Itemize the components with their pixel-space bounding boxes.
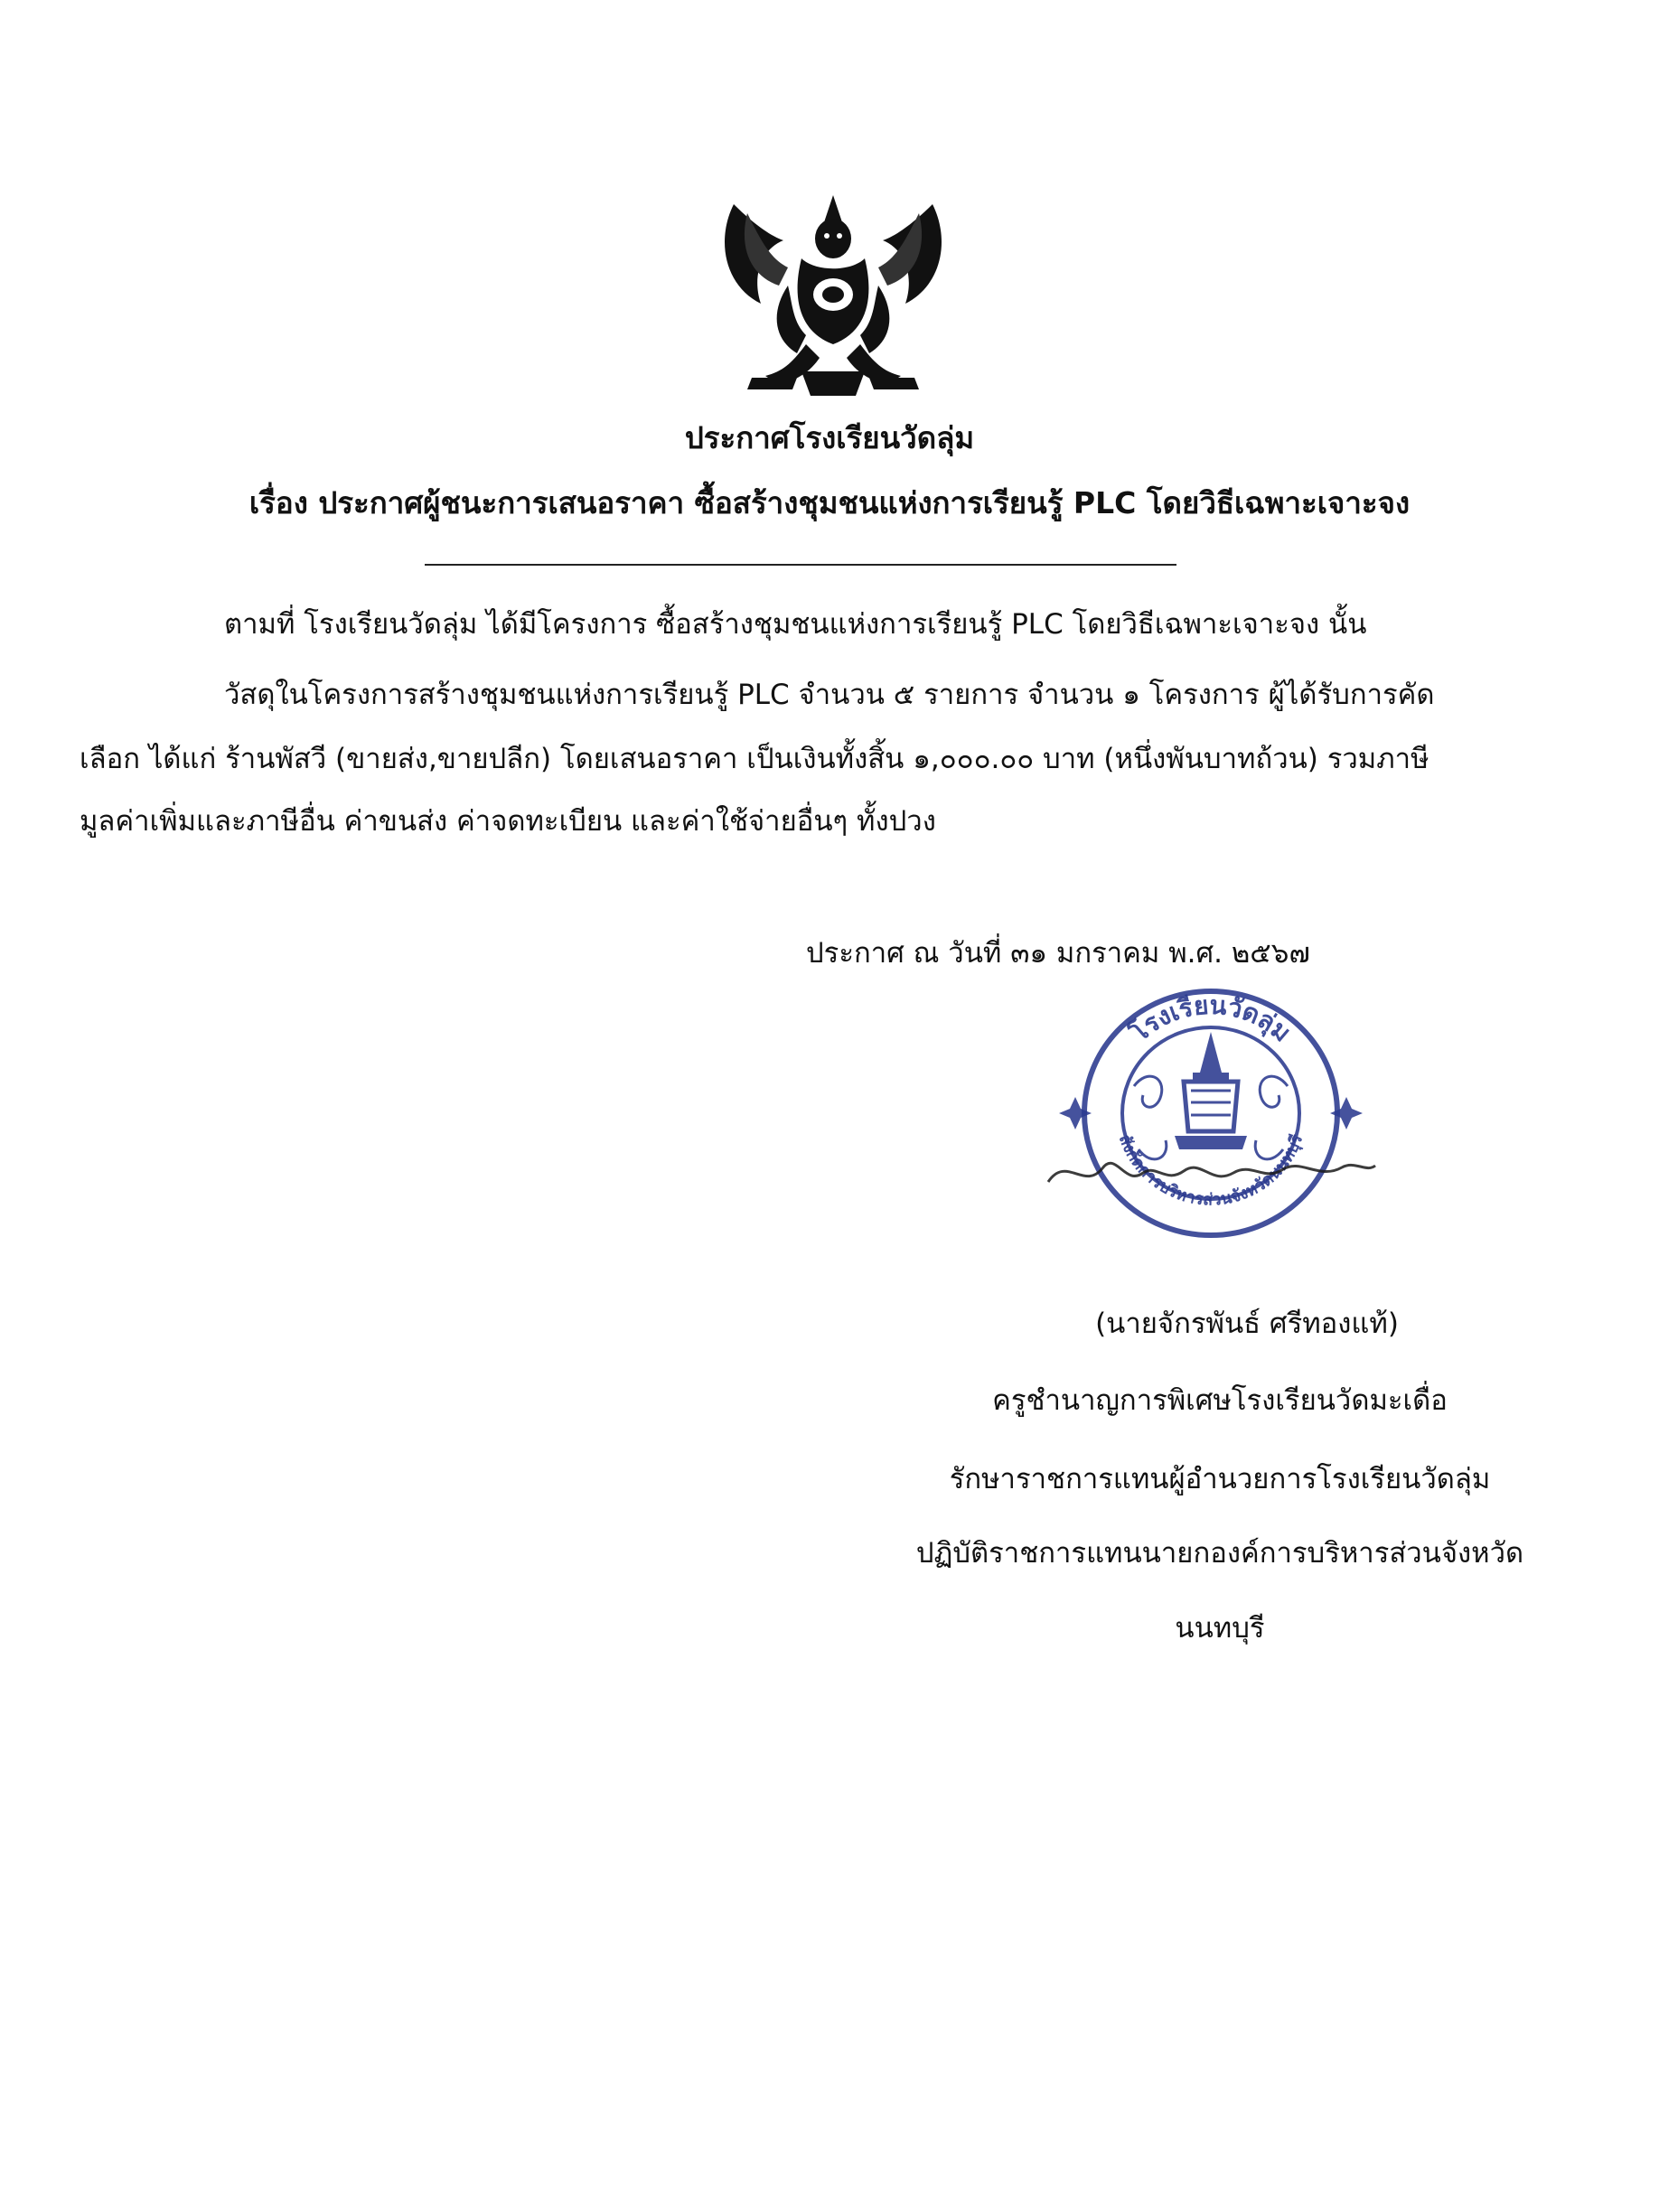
svg-text:สังกัดการบริหารส่วนจังหวัดนนทบ: สังกัดการบริหารส่วนจังหวัดนนทบุรี bbox=[1114, 1131, 1308, 1210]
announcement-title: ประกาศโรงเรียนวัดลุ่ม bbox=[684, 420, 975, 455]
announcement-subject: เรื่อง ประกาศผู้ชนะการเสนอราคา ซื้อสร้างชุมชนแห่งการเรียนรู้ PLC โดยวิธีเฉพาะเจาะจง bbox=[248, 485, 1411, 520]
signatory-name: (นายจักรพันธ์ ศรีทองแท้) bbox=[1095, 1308, 1399, 1340]
signatory-position: ครูชำนาญการพิเศษโรงเรียนวัดมะเดื่อ bbox=[992, 1384, 1448, 1417]
body-line: ตามที่ โรงเรียนวัดลุ่ม ได้มีโครงการ ซื้อสร้างชุมชนแห่งการเรียนรู้ PLC โดยวิธีเฉพาะเจาะจง นั้น bbox=[224, 608, 1367, 641]
handwritten-signature bbox=[1039, 1146, 1382, 1200]
title-divider bbox=[425, 564, 1176, 566]
signatory-position: นนทบุรี bbox=[1175, 1612, 1265, 1645]
school-seal-stamp bbox=[1048, 978, 1373, 1245]
signatory-position: ปฏิบัติราชการแทนนายกองค์การบริหารส่วนจังหวัด bbox=[915, 1537, 1524, 1570]
body-line: วัสดุในโครงการสร้างชุมชนแห่งการเรียนรู้ PLC จำนวน ๕ รายการ จำนวน ๑ โครงการ ผู้ได้รับการคัด bbox=[224, 679, 1435, 711]
body-line: เลือก ได้แก่ ร้านพัสวี (ขายส่ง,ขายปลีก) โดยเสนอราคา เป็นเงินทั้งสิ้น ๑,๐๐๐.๐๐ บาท (หนึ่งพันบาทถ้วน) รวมภาษี bbox=[80, 743, 1429, 775]
body-line: มูลค่าเพิ่มและภาษีอื่น ค่าขนส่ง ค่าจดทะเบียน และค่าใช้จ่ายอื่นๆ ทั้งปวง bbox=[80, 805, 936, 838]
signatory-position: รักษาราชการแทนผู้อำนวยการโรงเรียนวัดลุ่ม bbox=[949, 1463, 1491, 1495]
announcement-date: ประกาศ ณ วันที่ ๓๑ มกราคม พ.ศ. ๒๕๖๗ bbox=[806, 937, 1310, 970]
svg-text:โรงเรียนวัดลุ่ม: โรงเรียนวัดลุ่ม bbox=[1124, 989, 1298, 1048]
garuda-emblem-icon bbox=[698, 186, 969, 403]
